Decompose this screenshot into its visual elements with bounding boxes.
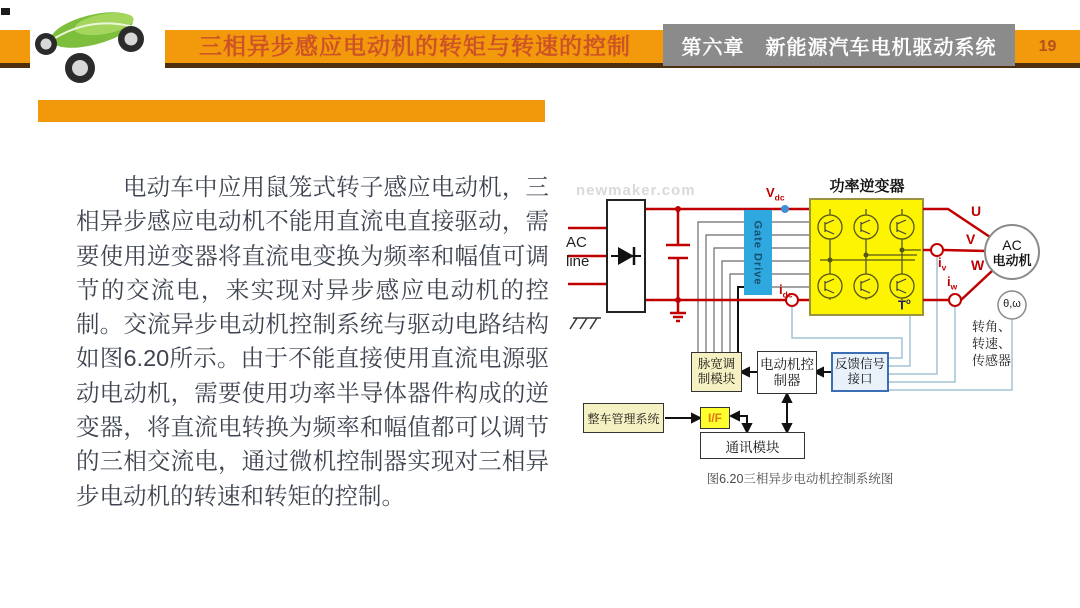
page-number: 19	[1038, 38, 1057, 55]
feedback-interface-label: 反馈信号接口	[834, 357, 885, 386]
phase-u-label: U	[971, 203, 982, 219]
pwm-module-label: 脉宽调制模块	[697, 357, 736, 386]
body-paragraph: 电动车中应用鼠笼式转子感应电动机，三相异步感应电动机不能用直流电直接驱动，需要使用逆变器将直流电变换为频率和幅值可调节的交流电，来实现对异步感应电动机的控制。交流异步电动机控制系统与驱动电路结构如图6.20所示。由于不能直接使用直流电源驱动电动机，需要使用功率半导体器件构成的逆变器，将直流电转换为频率和幅值都可以调节的三相交流电，通过微机控制器实现对三相异步电动机的转速和转矩的控制。	[76, 174, 549, 509]
motor-line2: 电动机	[992, 253, 1032, 268]
gate-signal-line-black	[738, 287, 744, 352]
power-inverter-title: 功率逆变器	[829, 178, 905, 195]
ac-motor-label	[984, 237, 1040, 269]
motor-line1: AC	[1002, 237, 1022, 253]
temp-base: T	[898, 297, 906, 313]
motor-controller-label: 电动机控制器	[760, 356, 814, 388]
logo-patch	[30, 0, 165, 92]
gate-drive-box	[744, 210, 772, 295]
sensor-line-1: 转角、	[972, 319, 1012, 334]
interface-box	[700, 407, 730, 429]
iw-sensor	[949, 294, 961, 306]
junction-dot-top	[675, 206, 681, 212]
iv-label	[938, 255, 946, 273]
dc-bus-wires	[568, 209, 810, 321]
pwm-module-box	[691, 352, 742, 392]
chapter-banner: 第六章 新能源汽车电机驱动系统	[663, 24, 1015, 66]
vdc-base: V	[766, 185, 775, 200]
ac-line-word1: AC	[566, 234, 587, 251]
watermark: newmaker.com	[576, 182, 696, 199]
vehicle-management-box	[583, 403, 664, 433]
gate-drive-label: Gate Drive	[752, 219, 764, 286]
phase-v-label: V	[966, 231, 976, 247]
accent-bar	[38, 100, 545, 122]
ground-icon	[570, 318, 601, 329]
iw-base: i	[947, 274, 951, 289]
junction-dot-bottom	[675, 297, 681, 303]
gate-to-inverter-lines	[772, 222, 810, 287]
comm-module-box	[700, 432, 805, 459]
figure-caption: 图6.20三相异步电动机控制系统图	[706, 472, 894, 486]
iv-base: i	[938, 255, 942, 270]
temperature-label	[898, 297, 911, 312]
sensor-caption	[972, 318, 1011, 369]
interface-label: I/F	[708, 411, 722, 425]
vdc-sub: dc	[774, 192, 785, 203]
phase-w-label: W	[971, 257, 985, 273]
idc-sub: dc	[782, 289, 793, 300]
sensor-line-3: 传感器	[972, 353, 1012, 368]
iv-sub: v	[941, 262, 947, 273]
vdc-probe-dot	[781, 205, 789, 213]
iw-sub: w	[950, 281, 958, 292]
iw-label	[947, 274, 957, 292]
comm-module-label: 通讯模块	[725, 439, 780, 455]
vdc-label	[766, 185, 785, 203]
ac-line-word2: line	[566, 253, 590, 270]
leaf-car-logo-icon	[30, 0, 165, 92]
ac-line-label	[566, 233, 589, 271]
idc-base: i	[779, 282, 783, 297]
vehicle-management-label: 整车管理系统	[587, 411, 660, 426]
temp-sup: o	[905, 297, 911, 306]
sensor-line-2: 转速、	[972, 336, 1012, 351]
corner-mark	[1, 8, 10, 15]
motor-controller-box	[757, 351, 817, 394]
page-title: 三相异步感应电动机的转矩与转速的控制	[199, 33, 631, 59]
theta-omega-label: θ,ω	[1003, 298, 1021, 310]
idc-label	[779, 282, 792, 300]
feedback-interface-box	[831, 352, 889, 392]
